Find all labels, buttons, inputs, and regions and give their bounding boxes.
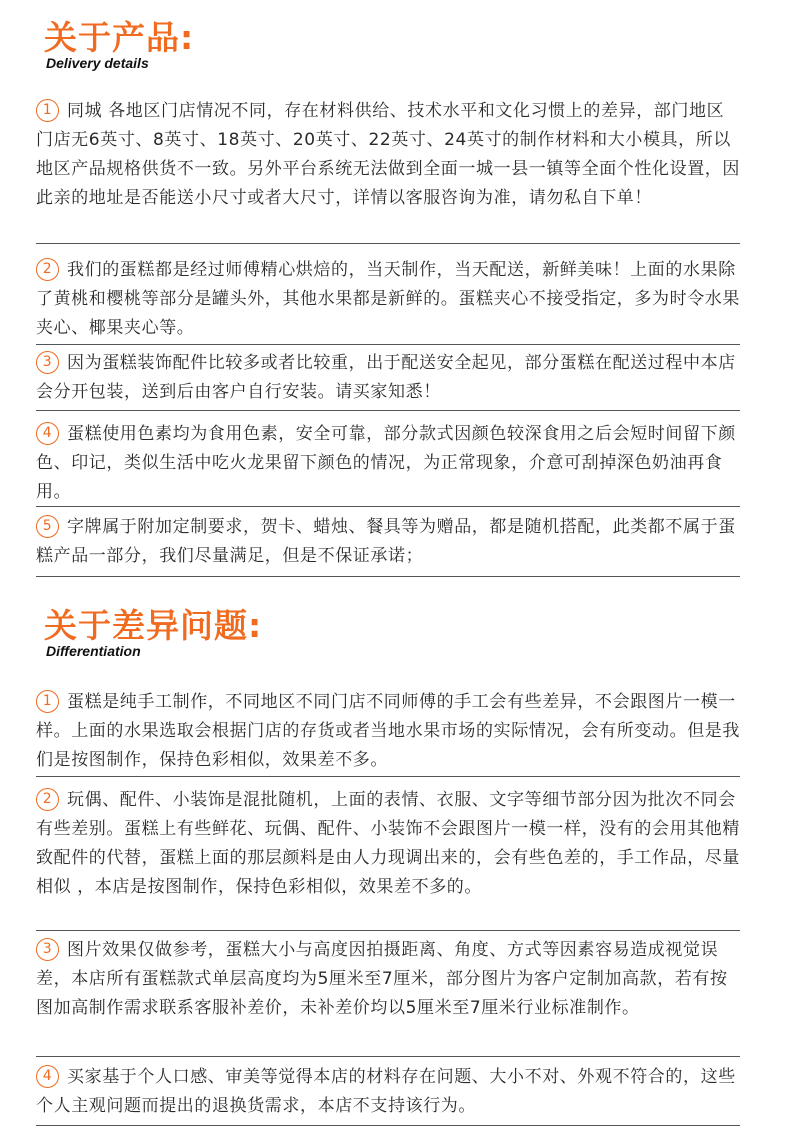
circled-number: 4	[36, 1065, 59, 1088]
circled-number: 1	[36, 690, 59, 713]
diff-item-1	[36, 688, 740, 775]
circled-number: 3	[36, 938, 59, 961]
section-title-delivery: 关于产品:	[44, 18, 195, 57]
circled-number: 1	[36, 99, 59, 122]
item-text: 我们的蛋糕都是经过师傅精心烘焙的，当天制作，当天配送，新鲜美味！上面的水果除了黄桃和樱桃等部分是罐头外，其他水果都是新鲜的。蛋糕夹心不接受指定，多为时令水果夹心、椰果夹心等。	[36, 260, 740, 338]
divider	[36, 410, 740, 411]
circled-number: 4	[36, 422, 59, 445]
divider	[36, 776, 740, 777]
item-text: 玩偶、配件、小装饰是混批随机，上面的表情、衣服、文字等细节部分因为批次不同会有些差别。蛋糕上有些鲜花、玩偶、配件、小装饰不会跟图片一模一样，没有的会用其他精致配件的代替，蛋糕上面的那层颜料是由人力现调出来的，会有些色差的，手工作品，尽量相似 ，本店是按图制作，保持色彩相似，效果差不多的。	[36, 790, 740, 897]
divider	[36, 1056, 740, 1057]
section-subtitle-differentiation: Differentiation	[46, 643, 141, 659]
item-text: 因为蛋糕装饰配件比较多或者比较重，出于配送安全起见，部分蛋糕在配送过程中本店会分开包装，送到后由客户自行安装。请买家知悉！	[36, 353, 736, 402]
circled-number: 3	[36, 351, 59, 374]
item-text: 图片效果仅做参考，蛋糕大小与高度因拍摄距离、角度、方式等因素容易造成视觉误差，本店所有蛋糕款式单层高度均为5厘米至7厘米，部分图片为客户定制加高款，若有按图加高制作需求联系客服补差价，未补差价均以5厘米至7厘米行业标准制作。	[36, 940, 728, 1018]
section-title-differentiation: 关于差异问题:	[44, 606, 263, 645]
divider	[36, 243, 740, 244]
section-subtitle-delivery: Delivery details	[46, 55, 149, 71]
delivery-item-5	[36, 513, 740, 571]
delivery-item-4	[36, 420, 740, 507]
divider	[36, 1125, 740, 1126]
divider	[36, 930, 740, 931]
delivery-item-2	[36, 256, 740, 343]
delivery-item-3	[36, 349, 740, 407]
diff-item-3	[36, 936, 740, 1023]
divider	[36, 576, 740, 577]
item-text: 蛋糕使用色素均为食用色素，安全可靠，部分款式因颜色较深食用之后会短时间留下颜色、印记，类似生活中吃火龙果留下颜色的情况，为正常现象，介意可刮掉深色奶油再食用。	[36, 424, 736, 502]
divider	[36, 506, 740, 507]
divider	[36, 344, 740, 345]
delivery-item-1	[36, 97, 740, 213]
circled-number: 5	[36, 515, 59, 538]
item-text: 蛋糕是纯手工制作，不同地区不同门店不同师傅的手工会有些差异，不会跟图片一模一样。上面的水果选取会根据门店的存货或者当地水果市场的实际情况，会有所变动。但是我们是按图制作，保持色彩相似，效果差不多。	[36, 692, 740, 770]
diff-item-2	[36, 786, 740, 902]
circled-number: 2	[36, 788, 59, 811]
item-text: 买家基于个人口感、审美等觉得本店的材料存在问题、大小不对、外观不符合的，这些个人主观问题而提出的退换货需求，本店不支持该行为。	[36, 1067, 736, 1116]
item-text: 字牌属于附加定制要求，贺卡、蜡烛、餐具等为赠品，都是随机搭配，此类都不属于蛋糕产品一部分，我们尽量满足，但是不保证承诺；	[36, 517, 736, 566]
item-text: 同城 各地区门店情况不同，存在材料供给、技术水平和文化习惯上的差异，部门地区门店无6英寸、8英寸、18英寸、20英寸、22英寸、24英寸的制作材料和大小模具，所以地区产品规格供货不一致。另外平台系统无法做到全面一城一县一镇等全面个性化设置，因此亲的地址是否能送小尺寸或者大尺寸，详情以客服咨询为准，请勿私自下单！	[36, 101, 740, 208]
circled-number: 2	[36, 258, 59, 281]
diff-item-4	[36, 1063, 740, 1121]
